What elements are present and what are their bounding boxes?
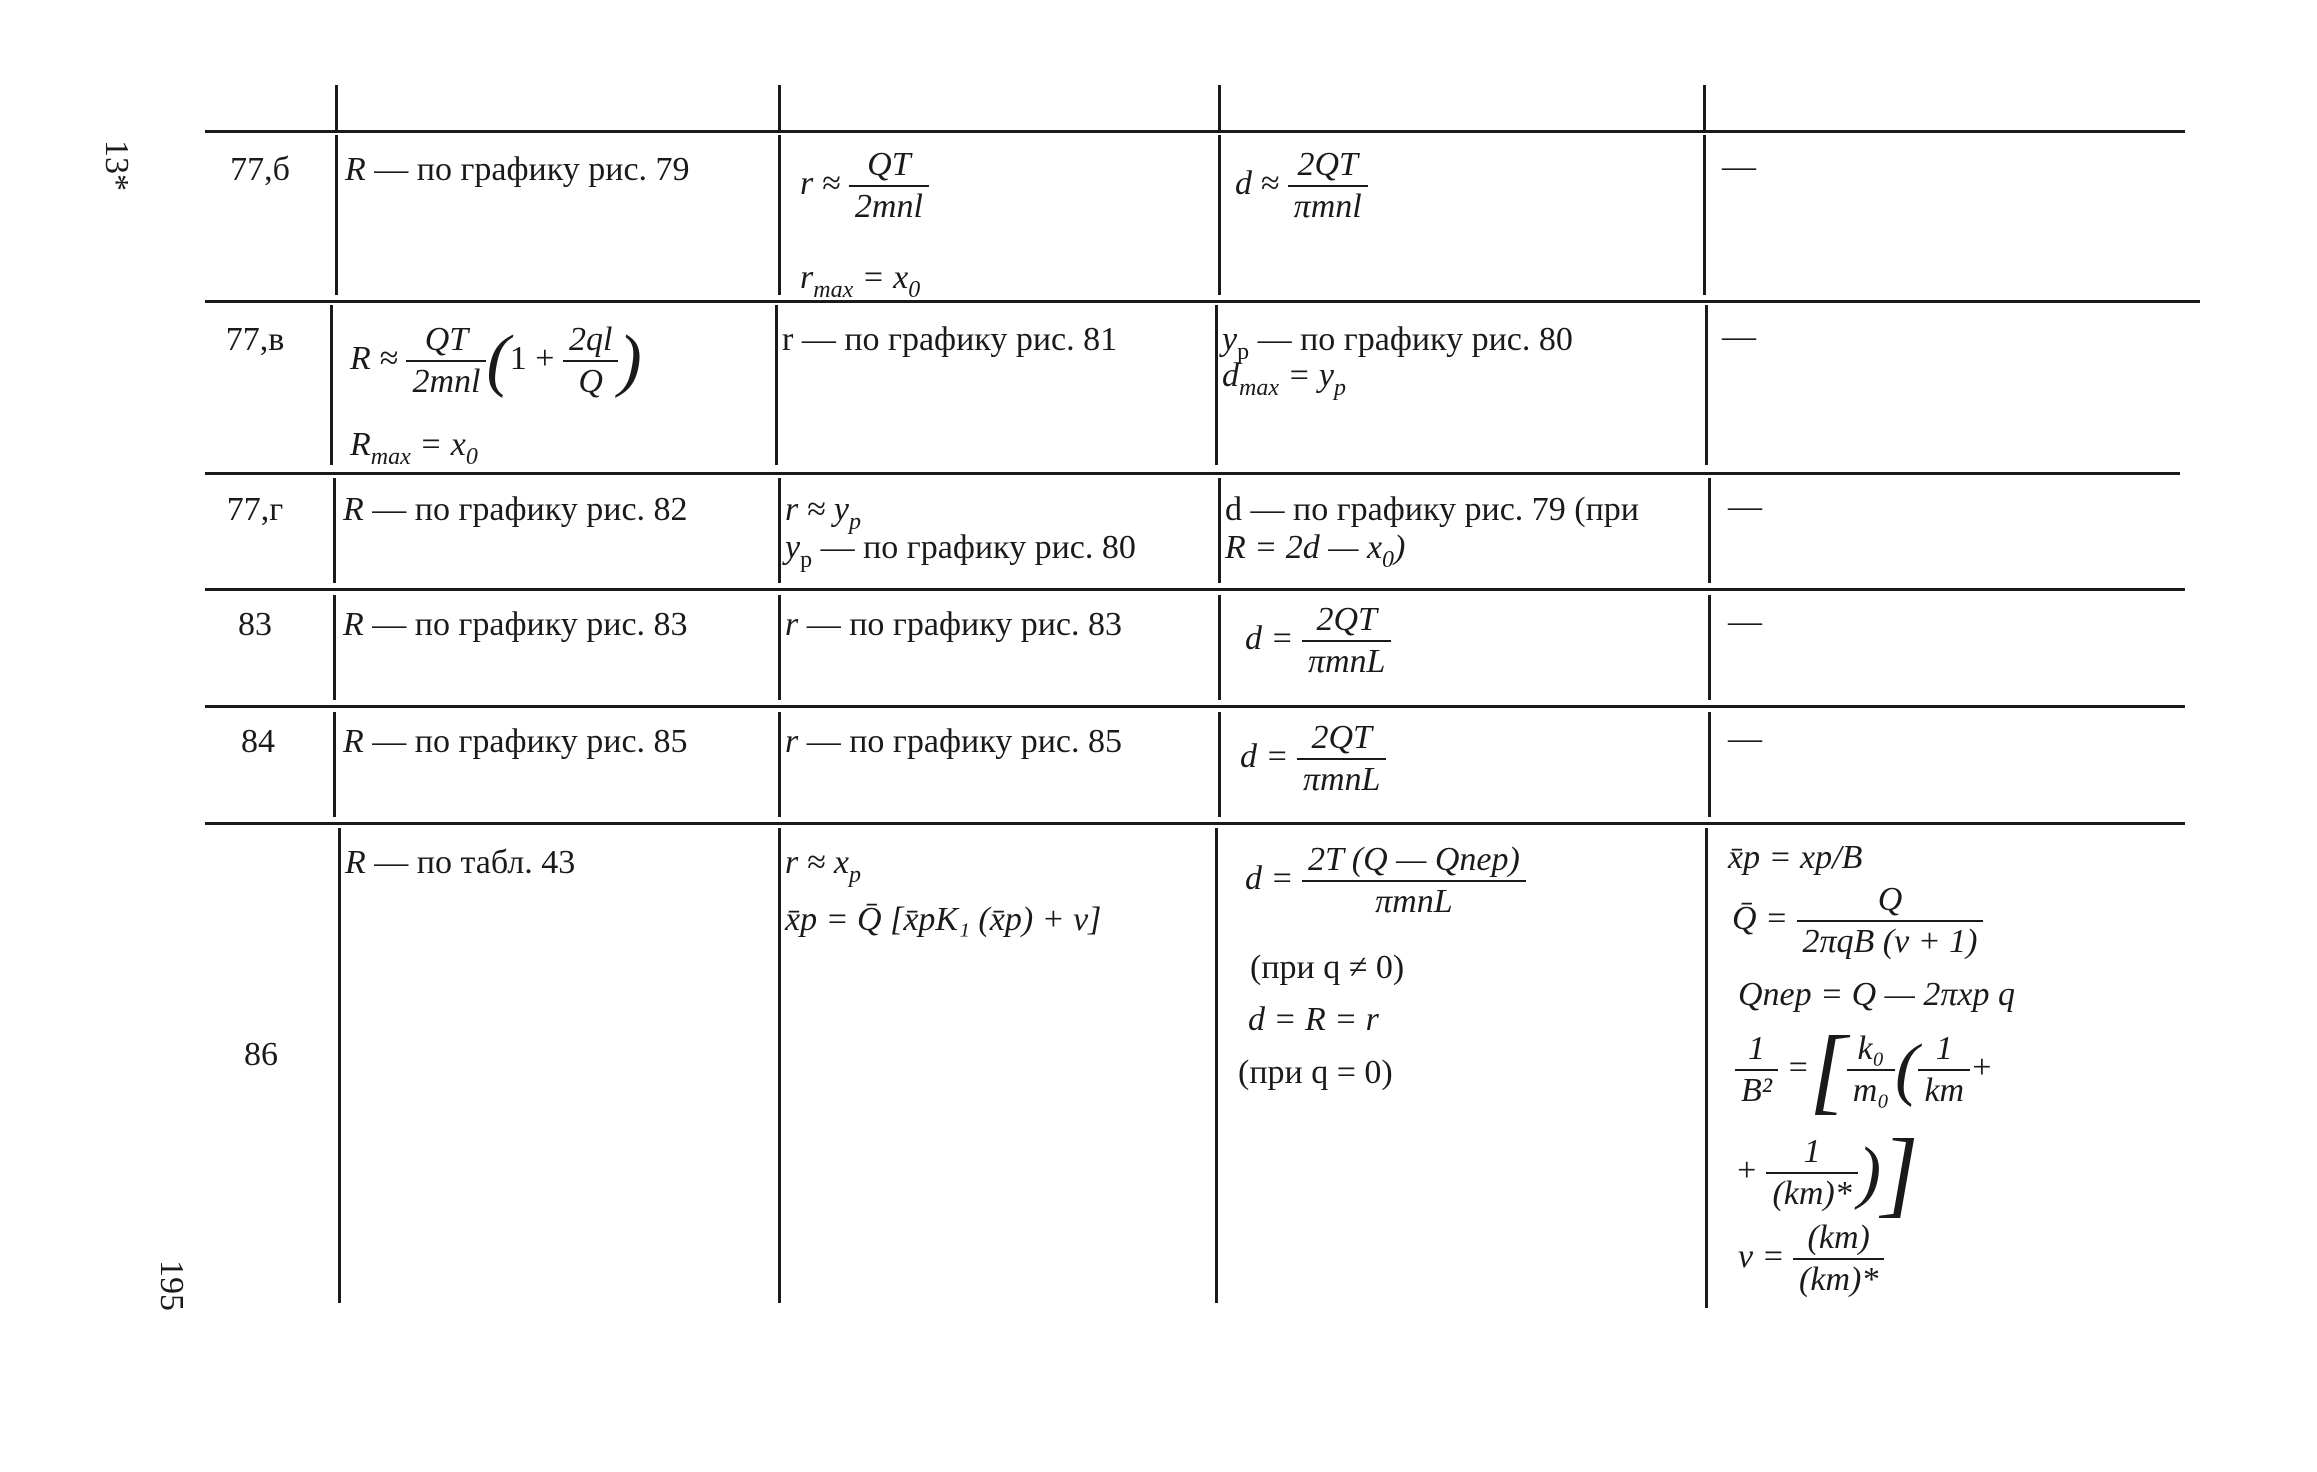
cell-R: R — по графику рис. 79 (345, 151, 690, 188)
fraction: $\frac{2QT}{\text{πmnL}}$ (1297, 718, 1387, 800)
row-number: 84 (241, 723, 275, 760)
cell-r-line1: $r \approx y_р$ (785, 491, 861, 535)
column-divider (1215, 305, 1218, 465)
column-divider (1218, 478, 1221, 583)
fraction: $\frac{2QT}{\text{πmnl}}$ (1288, 145, 1368, 227)
header-divider (1218, 85, 1221, 130)
row-rule (205, 300, 2200, 303)
fraction: $\frac{QT}{\text{2mnl}}$ (849, 145, 929, 227)
cell-r-max: $r_{max} = x_0$ (800, 259, 921, 303)
cell-d-formula: d ≈ $\frac{2QT}{\text{πmnl}}$ (1235, 145, 1368, 227)
table-top-rule (205, 130, 2185, 133)
column-divider (778, 478, 781, 583)
cell-R: R — по графику рис. 82 (343, 491, 688, 528)
fraction: $\frac{1}{km}$ (1918, 1029, 1970, 1111)
cell-d-condition: (при q ≠ 0) (1250, 949, 1405, 986)
column-divider (335, 135, 338, 295)
fraction: $\frac{\text{2T (Q — Qпер)}}{\text{πmnL}}$ (1302, 840, 1526, 922)
cell-extra-line2: Q̄ = $\frac{Q}{\text{2πqB (ν + 1)}}$ (1732, 880, 1983, 962)
cell-r: r — по графику рис. 83 (785, 606, 1123, 643)
cell-d-line2: R = 2d — $x_0$) (1225, 529, 1406, 573)
cell-extra: — (1728, 720, 1762, 757)
cell-R: R — по графику рис. 83 (343, 606, 688, 643)
column-divider (778, 595, 781, 700)
row-number: 77,в (225, 321, 285, 358)
cell-extra: — (1722, 318, 1756, 355)
column-divider (1705, 305, 1708, 465)
cell-d-line2: $d_{max} = y_р$ (1222, 357, 1347, 401)
column-divider (333, 595, 336, 700)
row-number: 77,б (230, 151, 290, 188)
cell-r-line2: x̄р = Q̄ [x̄рK₁ (x̄р) + ν] (785, 901, 1102, 938)
cell-r-formula: r ≈ $\frac{QT}{\text{2mnl}}$ (800, 145, 929, 227)
fraction: $\frac{Q}{\text{2πqB (ν + 1)}}$ (1797, 880, 1984, 962)
fraction: $\frac{1}{\text{B²}}$ (1735, 1029, 1778, 1111)
column-divider (778, 712, 781, 817)
fraction: $\frac{2ql}{Q}$ (563, 320, 618, 402)
column-divider (1708, 595, 1711, 700)
cell-d-line1: d — по графику рис. 79 (при (1225, 491, 1639, 528)
row-rule (205, 588, 2185, 591)
cell-R: R — по табл. 43 (345, 844, 576, 881)
column-divider (775, 305, 778, 465)
column-divider (1708, 712, 1711, 817)
column-divider (1218, 135, 1221, 295)
fraction: $\frac{1}{(km)*}$ (1766, 1132, 1857, 1214)
header-divider (1703, 85, 1706, 130)
column-divider (1705, 828, 1708, 1308)
column-divider (1215, 828, 1218, 1303)
column-divider (330, 305, 333, 465)
column-divider (778, 135, 781, 295)
row-number: 86 (244, 1036, 278, 1073)
column-divider (338, 828, 341, 1303)
header-divider (778, 85, 781, 130)
cell-d-condition: (при q = 0) (1238, 1054, 1393, 1091)
cell-d-formula: d = $\frac{2QT}{\text{πmnL}}$ (1245, 600, 1391, 682)
cell-r: r — по графику рис. 85 (785, 723, 1123, 760)
row-number: 77,г (226, 491, 284, 528)
row-rule (205, 822, 2185, 825)
cell-R: R — по графику рис. 85 (343, 723, 688, 760)
cell-extra-line1: x̄р = xр/B (1728, 839, 1863, 876)
cell-extra: — (1722, 148, 1756, 185)
row-rule (205, 472, 2180, 475)
fraction: $\frac{QT}{\text{2mnl}}$ (406, 320, 486, 402)
cell-d-formula: d = $\frac{\text{2T (Q — Qпер)}}{\text{πmnL}}$ (1245, 840, 1526, 922)
cell-d-formula: d = $\frac{2QT}{\text{πmnL}}$ (1240, 718, 1386, 800)
cell-r-line1: $r \approx x_р$ (785, 844, 861, 888)
cell-R-formula: R ≈ $\frac{QT}{\text{2mnl}}$ (1 + $\frac{2ql}{Q}$ ) (350, 321, 642, 400)
cell-extra-line6: ν = $\frac{(km)}{(km)*}$ (1738, 1218, 1884, 1300)
fraction: $\frac{2QT}{\text{πmnL}}$ (1302, 600, 1392, 682)
column-divider (1703, 135, 1706, 295)
row-rule (205, 705, 2185, 708)
row-number: 83 (238, 606, 272, 643)
cell-extra: — (1728, 603, 1762, 640)
cell-extra-line3: Qпер = Q — 2πxр q (1738, 976, 2015, 1013)
cell-d-line1: $y_р$ — по графику рис. 80 (1222, 321, 1573, 365)
cell-extra-line5: + $\frac{1}{(km)*}$ )] (1735, 1119, 1919, 1226)
sheet-mark: 13* (98, 140, 135, 191)
cell-r: r — по графику рис. 81 (782, 321, 1118, 358)
column-divider (333, 478, 336, 583)
column-divider (1218, 595, 1221, 700)
header-divider (335, 85, 338, 130)
cell-R-max: $R_{max} = x_0$ (350, 426, 478, 470)
page-number: 195 (153, 1260, 190, 1311)
fraction: $\frac{\text{k₀}}{\text{m₀}}$ (1847, 1029, 1895, 1111)
cell-r-line2: $y_р$ — по графику рис. 80 (785, 529, 1136, 573)
cell-extra: — (1728, 488, 1762, 525)
column-divider (1218, 712, 1221, 817)
fraction: $\frac{(km)}{(km)*}$ (1793, 1218, 1884, 1300)
column-divider (1708, 478, 1711, 583)
cell-d-equality: d = R = r (1248, 1001, 1379, 1038)
column-divider (333, 712, 336, 817)
cell-extra-line4: $\frac{1}{\text{B²}}$ =[ $\frac{\text{k₀}}{\text{m₀}}$ ( $\frac{1}{km}$ + (1735, 1022, 1993, 1118)
column-divider (778, 828, 781, 1303)
